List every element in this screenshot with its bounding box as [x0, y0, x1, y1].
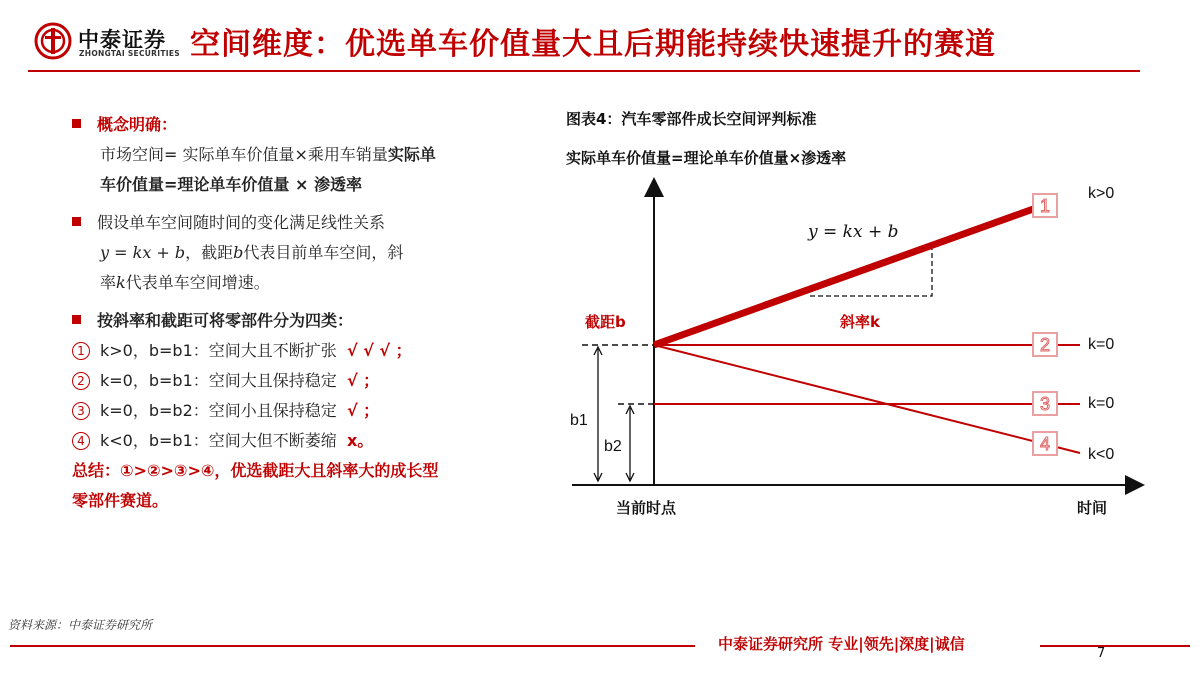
logo-en-text: ZHONGTAI SECURITIES: [79, 49, 180, 58]
assumption-line-2: [72, 238, 532, 268]
bullet-square-icon: [72, 217, 81, 226]
categories-title: 按斜率和截距可将零部件分为四类：: [97, 311, 354, 330]
summary-line-1: 总结：①>②>③>④，优选截距大且斜率大的成长型: [72, 461, 439, 480]
origin-label: 当前时点: [615, 499, 677, 517]
svg-text:3: 3: [1039, 394, 1051, 414]
series-badge-2: [1033, 333, 1057, 356]
svg-text:2: 2: [1039, 335, 1051, 355]
summary-line-2: 零部件赛道。: [72, 491, 169, 510]
x-axis-label: 时间: [1076, 499, 1108, 517]
concept-line-2: 车价值量=理论单车价值量 × 渗透率: [100, 175, 362, 194]
assumption-formula: y = kx + b: [100, 243, 186, 262]
bullet-assumption: [72, 208, 532, 238]
category-text: k>0，b=b1：空间大且不断扩张: [100, 341, 337, 360]
b1-label: b1: [570, 412, 588, 429]
intercept-label: 截距b: [585, 313, 626, 331]
concept-line-1: [72, 140, 532, 170]
svg-text:1: 1: [1039, 196, 1051, 216]
footer-divider-left: [10, 645, 695, 647]
category-text: k=0，b=b2：空间小且保持稳定: [100, 401, 337, 420]
slope-triangle: [810, 249, 932, 296]
circled-number-icon: 2: [72, 372, 90, 390]
bullet-square-icon: [72, 315, 81, 324]
page-title: 空间维度：优选单车价值量大且后期能持续快速提升的赛道: [190, 27, 996, 62]
assumption-line-3: [72, 268, 532, 298]
footer-tagline: 中泰证券研究所 专业|领先|深度|诚信: [718, 635, 965, 653]
company-logo: [34, 22, 184, 62]
concept-line-1-text: 市场空间= 实际单车价值量×乘用车销量: [100, 145, 388, 164]
figure-title: 图表4：汽车零部件成长空间评判标准: [566, 110, 817, 128]
series-badge-1: [1033, 194, 1057, 217]
series-label-4: k<0: [1088, 446, 1115, 463]
category-mark: √ √ √ ；: [346, 341, 412, 360]
category-text: k=0，b=b1：空间大且保持稳定: [100, 371, 337, 390]
circled-number-icon: 1: [72, 342, 90, 360]
slope-label: 斜率k: [840, 313, 880, 331]
series-label-3: k=0: [1088, 395, 1115, 412]
svg-text:4: 4: [1039, 434, 1051, 454]
bullet-categories: [72, 306, 532, 336]
header: [0, 0, 1200, 75]
logo-cn-text: 中泰证券: [78, 28, 166, 52]
category-text: k<0，b=b1：空间大但不断萎缩: [100, 431, 337, 450]
category-item: [72, 426, 532, 456]
series-line-4: [654, 345, 1080, 453]
category-item: [72, 396, 532, 426]
circled-number-icon: 4: [72, 432, 90, 450]
left-text-block: [72, 110, 532, 516]
assumption-text-c: 率: [100, 273, 117, 292]
category-mark: x。: [346, 431, 374, 450]
logo-icon: [34, 22, 72, 60]
assumption-k: k: [116, 273, 126, 292]
b2-label: b2: [604, 438, 622, 455]
bullet-square-icon: [72, 119, 81, 128]
assumption-text-a: ，截距: [185, 243, 234, 262]
page-number: 7: [1097, 646, 1106, 661]
bullet-concept: [72, 110, 532, 140]
growth-chart: [560, 175, 1160, 525]
figure-subtitle: 实际单车价值量=理论单车价值量×渗透率: [566, 149, 847, 167]
series-badge-3: [1033, 392, 1057, 415]
assumption-b: b: [233, 243, 244, 262]
assumption-line-1: 假设单车空间随时间的变化满足线性关系: [97, 213, 386, 232]
header-divider: [28, 70, 1140, 72]
series-label-1: k>0: [1088, 185, 1115, 202]
assumption-text-d: 代表单车空间增速。: [125, 273, 270, 292]
series-label-2: k=0: [1088, 336, 1115, 353]
series-badge-4: [1033, 432, 1057, 455]
category-mark: √ ；: [346, 401, 380, 420]
assumption-text-b: 代表目前单车空间，斜: [243, 243, 404, 262]
category-item: [72, 366, 532, 396]
concept-line-1-bold: 实际单: [387, 145, 436, 164]
category-mark: √ ；: [346, 371, 380, 390]
source-note: 资料来源：中泰证券研究所: [8, 618, 153, 632]
footer-divider-right: [1040, 645, 1190, 647]
category-item: [72, 336, 532, 366]
concept-title: 概念明确：: [97, 115, 178, 134]
circled-number-icon: 3: [72, 402, 90, 420]
formula-label: y = kx + b: [808, 222, 899, 242]
